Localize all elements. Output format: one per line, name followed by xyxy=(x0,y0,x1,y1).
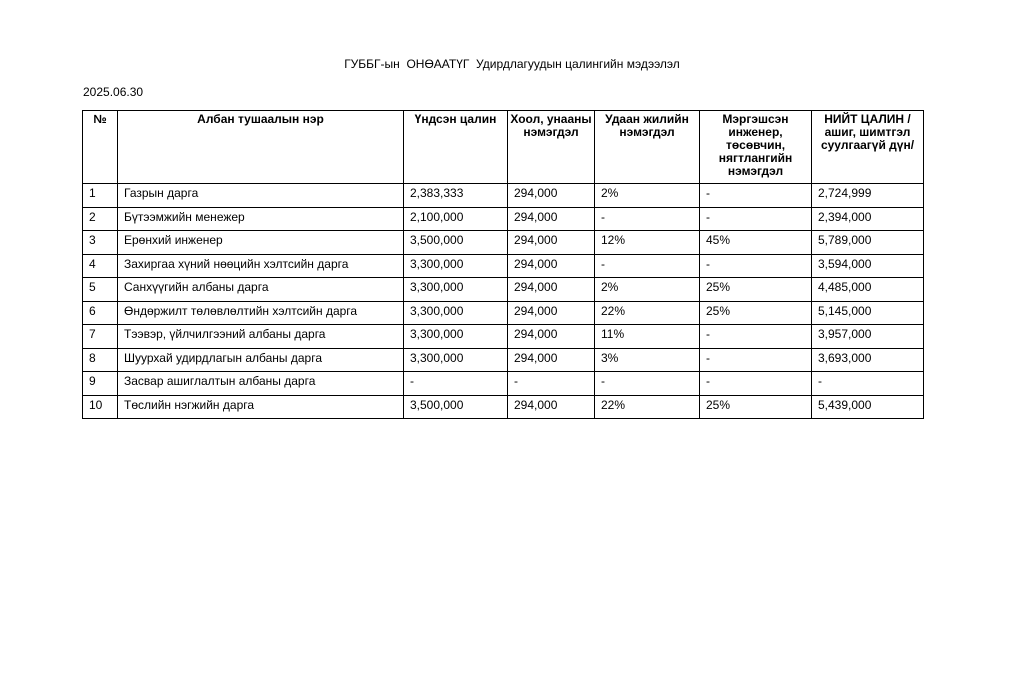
cell-total-salary: 5,439,000 xyxy=(812,395,924,419)
cell-meal-transport-allowance: 294,000 xyxy=(508,395,595,419)
table-row xyxy=(83,254,924,278)
document-title: ГУББГ-ын ОНӨААТҮГ Удирдлагуудын цалингийн мэдээлэл xyxy=(344,57,680,71)
cell-total-salary: 3,594,000 xyxy=(812,254,924,278)
cell-meal-transport-allowance: 294,000 xyxy=(508,325,595,349)
cell-professional-allowance: 45% xyxy=(700,231,812,255)
cell-position-name: Шуурхай удирдлагын албаны дарга xyxy=(118,348,404,372)
cell-position-name: Засвар ашиглалтын албаны дарга xyxy=(118,372,404,396)
table-row xyxy=(83,207,924,231)
cell-position-name: Өндөржилт төлөвлөлтийн хэлтсийн дарга xyxy=(118,301,404,325)
table-row xyxy=(83,231,924,255)
cell-base-salary: 3,300,000 xyxy=(404,278,508,302)
cell-seniority-allowance: - xyxy=(595,372,700,396)
cell-base-salary: 3,300,000 xyxy=(404,254,508,278)
header-base-salary: Үндсэн цалин xyxy=(404,111,508,184)
cell-position-name: Газрын дарга xyxy=(118,184,404,208)
cell-professional-allowance: 25% xyxy=(700,301,812,325)
cell-total-salary: 5,145,000 xyxy=(812,301,924,325)
cell-number: 4 xyxy=(83,254,118,278)
cell-position-name: Төслийн нэгжийн дарга xyxy=(118,395,404,419)
table-row xyxy=(83,348,924,372)
cell-meal-transport-allowance: 294,000 xyxy=(508,207,595,231)
cell-total-salary: 4,485,000 xyxy=(812,278,924,302)
cell-professional-allowance: - xyxy=(700,348,812,372)
table-body xyxy=(83,184,924,419)
cell-number: 6 xyxy=(83,301,118,325)
cell-number: 2 xyxy=(83,207,118,231)
table-row xyxy=(83,301,924,325)
cell-number: 5 xyxy=(83,278,118,302)
cell-base-salary: - xyxy=(404,372,508,396)
cell-base-salary: 3,300,000 xyxy=(404,325,508,349)
cell-base-salary: 2,100,000 xyxy=(404,207,508,231)
table-row xyxy=(83,184,924,208)
cell-position-name: Тээвэр, үйлчилгээний албаны дарга xyxy=(118,325,404,349)
document-date: 2025.06.30 xyxy=(83,85,144,99)
cell-base-salary: 2,383,333 xyxy=(404,184,508,208)
header-position-name: Албан тушаалын нэр xyxy=(118,111,404,184)
cell-position-name: Санхүүгийн албаны дарга xyxy=(118,278,404,302)
cell-professional-allowance: 25% xyxy=(700,278,812,302)
header-total-salary: НИЙТ ЦАЛИН /ашиг, шимтгэл суулгаагүй дүн/ xyxy=(812,111,924,184)
table-row xyxy=(83,372,924,396)
cell-professional-allowance: 25% xyxy=(700,395,812,419)
cell-position-name: Захиргаа хүний нөөцийн хэлтсийн дарга xyxy=(118,254,404,278)
cell-number: 8 xyxy=(83,348,118,372)
cell-professional-allowance: - xyxy=(700,254,812,278)
salary-table xyxy=(82,110,924,419)
cell-meal-transport-allowance: 294,000 xyxy=(508,278,595,302)
header-meal-transport-allowance: Хоол, унааны нэмэгдэл xyxy=(508,111,595,184)
table-header-row xyxy=(83,111,924,184)
cell-professional-allowance: - xyxy=(700,325,812,349)
cell-meal-transport-allowance: 294,000 xyxy=(508,348,595,372)
cell-seniority-allowance: 22% xyxy=(595,301,700,325)
cell-position-name: Ерөнхий инженер xyxy=(118,231,404,255)
cell-seniority-allowance: 11% xyxy=(595,325,700,349)
cell-number: 7 xyxy=(83,325,118,349)
header-professional-allowance: Мэргэшсэн инженер, төсөвчин, нягтлангийн нэмэгдэл xyxy=(700,111,812,184)
cell-base-salary: 3,300,000 xyxy=(404,301,508,325)
cell-seniority-allowance: - xyxy=(595,207,700,231)
cell-base-salary: 3,500,000 xyxy=(404,395,508,419)
cell-professional-allowance: - xyxy=(700,207,812,231)
cell-seniority-allowance: - xyxy=(595,254,700,278)
header-number: № xyxy=(83,111,118,184)
cell-position-name: Бүтээмжийн менежер xyxy=(118,207,404,231)
cell-seniority-allowance: 2% xyxy=(595,184,700,208)
cell-total-salary: 5,789,000 xyxy=(812,231,924,255)
cell-professional-allowance: - xyxy=(700,184,812,208)
cell-meal-transport-allowance: 294,000 xyxy=(508,184,595,208)
cell-professional-allowance: - xyxy=(700,372,812,396)
cell-total-salary: 2,394,000 xyxy=(812,207,924,231)
cell-meal-transport-allowance: 294,000 xyxy=(508,254,595,278)
cell-meal-transport-allowance: - xyxy=(508,372,595,396)
cell-total-salary: 2,724,999 xyxy=(812,184,924,208)
cell-number: 3 xyxy=(83,231,118,255)
table-header xyxy=(83,111,924,184)
cell-total-salary: - xyxy=(812,372,924,396)
cell-seniority-allowance: 3% xyxy=(595,348,700,372)
cell-total-salary: 3,957,000 xyxy=(812,325,924,349)
cell-base-salary: 3,500,000 xyxy=(404,231,508,255)
cell-meal-transport-allowance: 294,000 xyxy=(508,301,595,325)
table-row xyxy=(83,325,924,349)
cell-number: 10 xyxy=(83,395,118,419)
table-row xyxy=(83,395,924,419)
cell-meal-transport-allowance: 294,000 xyxy=(508,231,595,255)
table-row xyxy=(83,278,924,302)
cell-base-salary: 3,300,000 xyxy=(404,348,508,372)
header-seniority-allowance: Удаан жилийн нэмэгдэл xyxy=(595,111,700,184)
cell-total-salary: 3,693,000 xyxy=(812,348,924,372)
cell-number: 1 xyxy=(83,184,118,208)
cell-seniority-allowance: 2% xyxy=(595,278,700,302)
cell-seniority-allowance: 22% xyxy=(595,395,700,419)
cell-seniority-allowance: 12% xyxy=(595,231,700,255)
cell-number: 9 xyxy=(83,372,118,396)
